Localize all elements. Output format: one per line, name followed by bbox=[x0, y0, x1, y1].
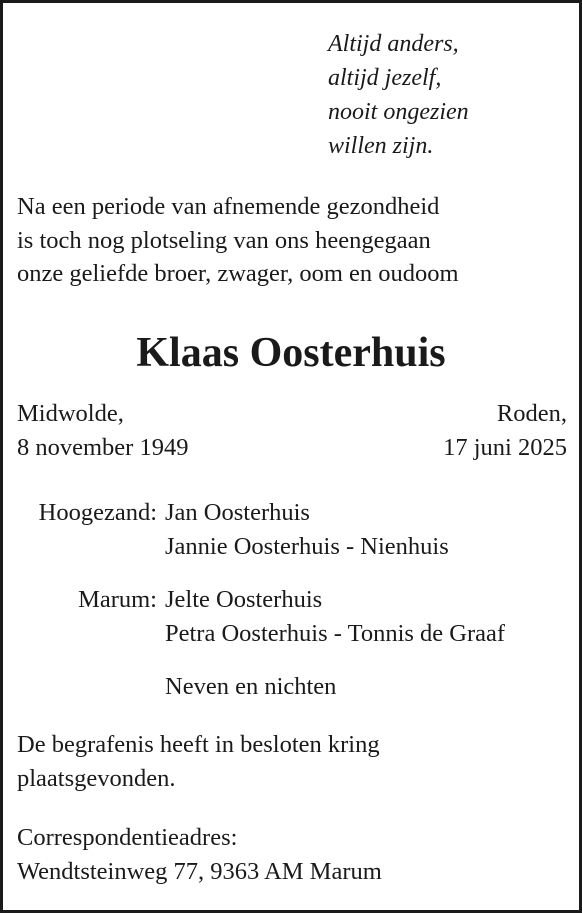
correspondence-label: Correspondentieadres: bbox=[17, 824, 238, 851]
poem-line: Altijd anders, bbox=[328, 31, 459, 57]
family-names bbox=[165, 583, 505, 650]
funeral-line: De begrafenis heeft in besloten kring bbox=[17, 731, 380, 758]
birth-place: Midwolde, bbox=[17, 400, 124, 427]
family-member: Jannie Oosterhuis - Nienhuis bbox=[165, 532, 449, 560]
death-date: 17 juni 2025 bbox=[443, 433, 567, 461]
poem-line: nooit ongezien bbox=[328, 99, 469, 125]
family-location: Marum: bbox=[78, 586, 157, 613]
family-names bbox=[165, 496, 449, 563]
correspondence-address-line: Wendtsteinweg 77, 9363 AM Marum bbox=[17, 857, 382, 885]
deceased-name: Klaas Oosterhuis bbox=[136, 330, 446, 376]
family-member: Jelte Oosterhuis bbox=[165, 586, 323, 613]
poem-line: altijd jezelf, bbox=[328, 65, 442, 91]
family-member: Petra Oosterhuis - Tonnis de Graaf bbox=[165, 619, 506, 647]
intro-text bbox=[17, 190, 459, 291]
poem bbox=[328, 27, 469, 163]
birth-date: 8 november 1949 bbox=[17, 433, 189, 461]
relatives-line: Neven en nichten bbox=[165, 673, 337, 700]
birth-info bbox=[17, 397, 188, 464]
funeral-text bbox=[17, 728, 380, 795]
death-info bbox=[443, 397, 567, 464]
family-member: Jan Oosterhuis bbox=[165, 499, 310, 526]
poem-line: willen zijn. bbox=[328, 133, 434, 159]
funeral-line: plaatsgevonden. bbox=[17, 764, 176, 792]
intro-line: Na een periode van afnemende gezondheid bbox=[17, 193, 440, 220]
family-location: Hoogezand: bbox=[38, 499, 157, 526]
intro-line: is toch nog plotseling van ons heengegaan bbox=[17, 226, 431, 254]
intro-line: onze geliefde broer, zwager, oom en oudoom bbox=[17, 260, 459, 287]
death-place: Roden, bbox=[496, 400, 567, 427]
correspondence-address bbox=[17, 821, 382, 888]
